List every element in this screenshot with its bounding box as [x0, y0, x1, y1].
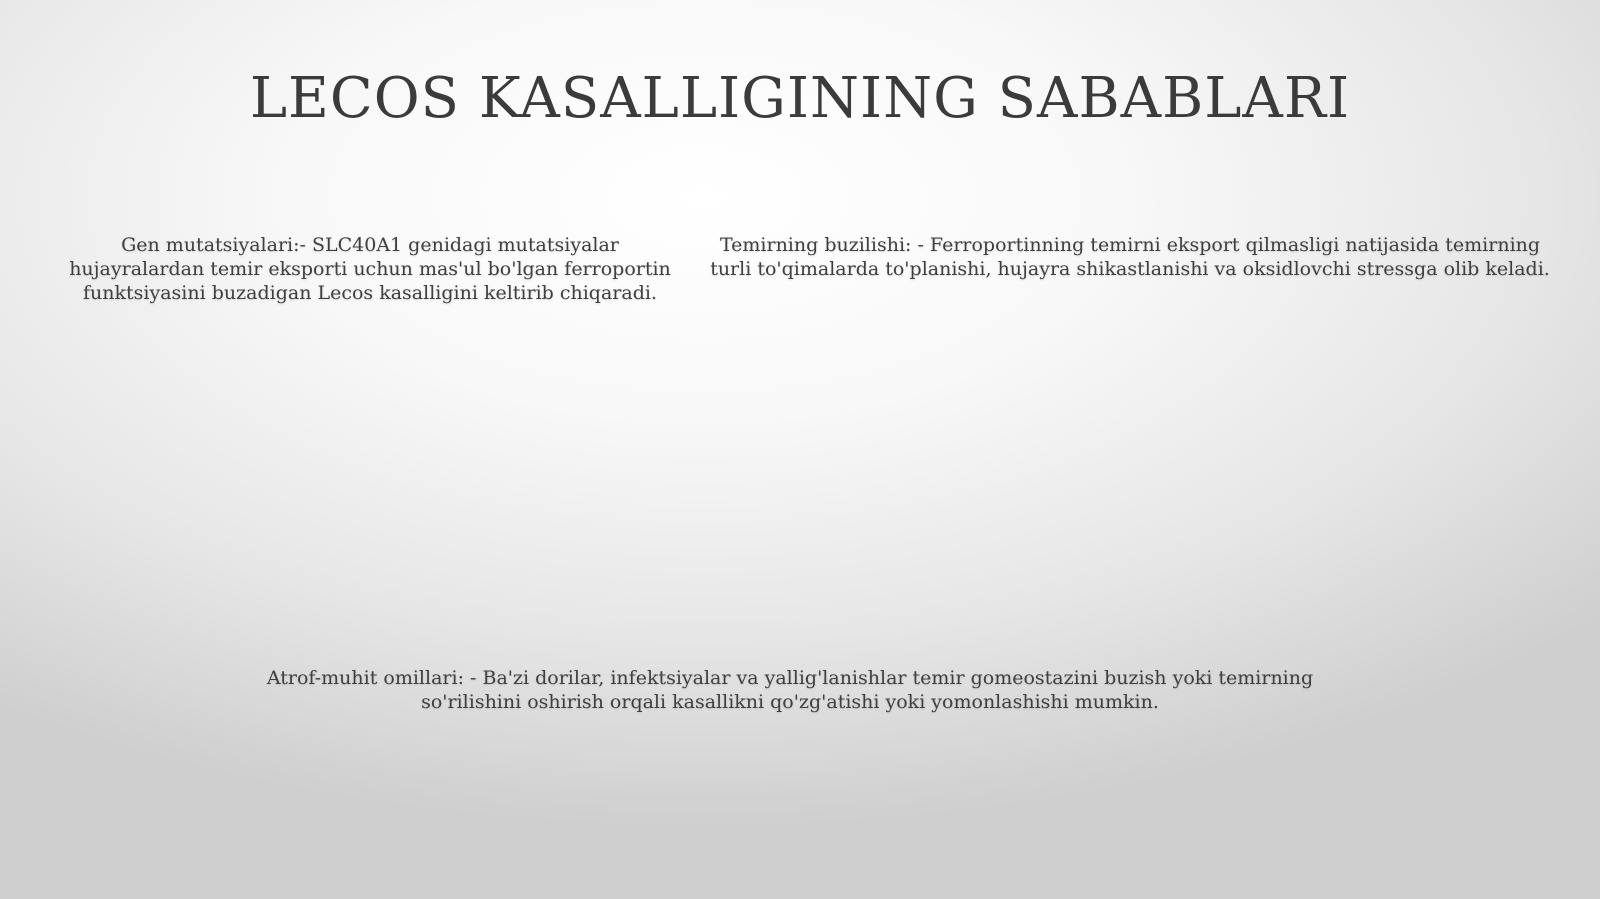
cause-gene-mutations: Gen mutatsiyalari:- SLC40A1 genidagi mutatsiyalar hujayralardan temir eksporti uchun mas'ul bo'lgan ferroportin funktsiyasini buzadigan Lecos kasalligini keltirib chiqaradi.	[69, 234, 671, 304]
cause-iron-disorder: Temirning buzilishi: - Ferroportinning temirni eksport qilmasligi natijasida temirning turli to'qimalarda to'planishi, hujayra shikastlanishi va oksidlovchi stressga olib keladi.	[710, 234, 1550, 280]
cause-environmental-factors: Atrof-muhit omillari: - Ba'zi dorilar, infektsiyalar va yallig'lanishlar temir gomeostazini buzish yoki temirning so'rilishini oshirish orqali kasallikni qo'zg'atishi yoki yomonlashishi mumkin.	[266, 667, 1314, 713]
slide-title: LECOS KASALLIGINING SABABLARI	[249, 66, 1351, 131]
